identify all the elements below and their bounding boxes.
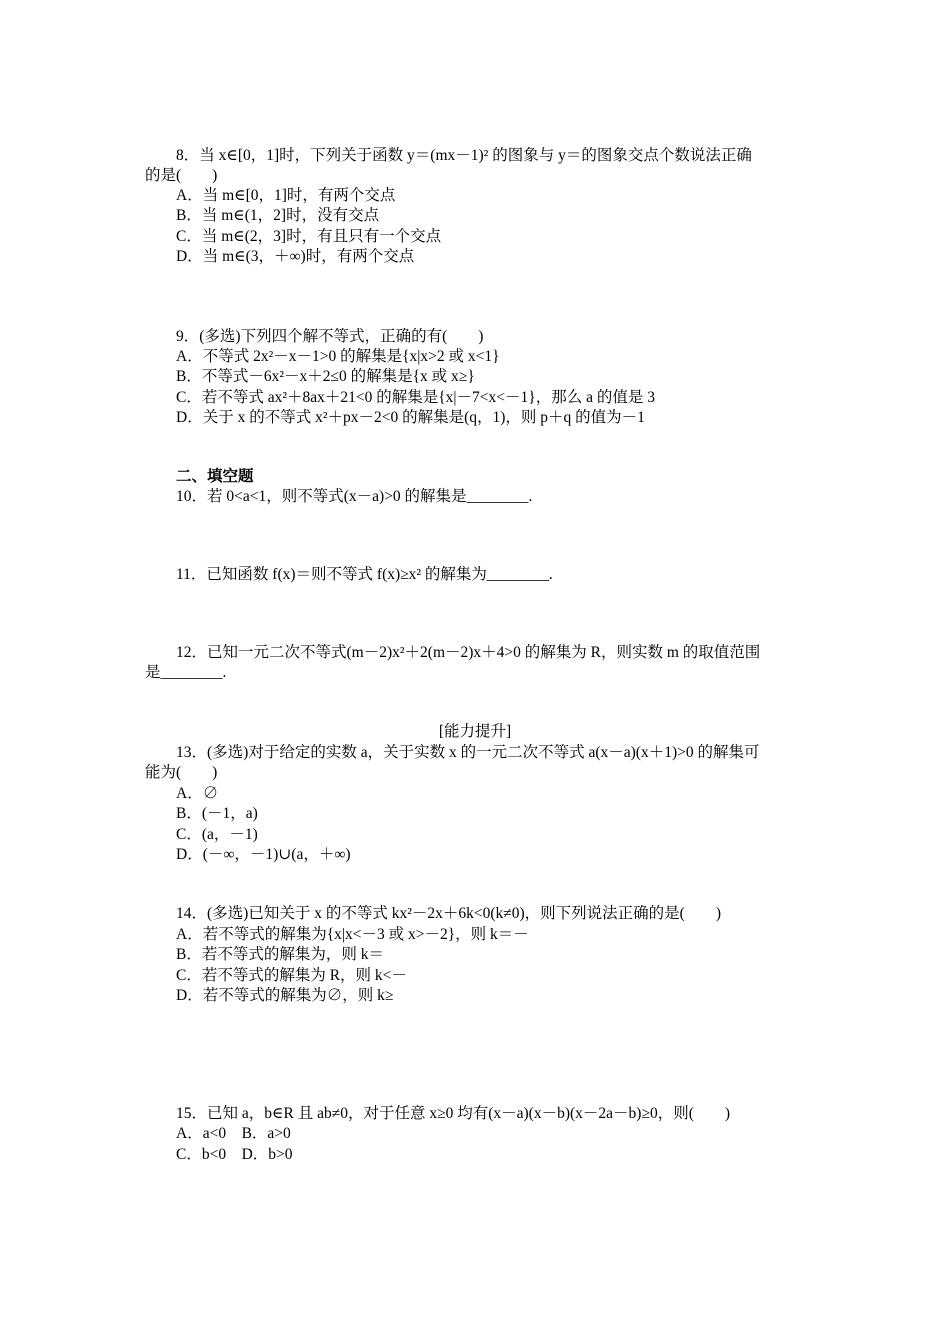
q9-option-c: C．若不等式 ax²＋8ax＋21<0 的解集是{x|－7<x<－1}，那么 a 的值是 3 <box>176 389 655 406</box>
q8-option-a: A．当 m∈[0，1]时，有两个交点 <box>176 187 396 204</box>
q15-stem: 15．已知 a，b∈R 且 ab≠0，对于任意 x≥0 均有(x－a)(x－b)(x－2a－b)≥0，则( ) <box>176 1105 731 1122</box>
q14-option-b: B．若不等式的解集为，则 k＝ <box>176 946 384 963</box>
q9-option-d: D．关于 x 的不等式 x²＋px－2<0 的解集是(q，1)，则 p＋q 的值为－1 <box>176 409 645 426</box>
q9-option-b: B．不等式－6x²－x＋2≤0 的解集是{x 或 x≥} <box>176 368 475 385</box>
q13-option-b: B．(－1，a) <box>176 805 258 822</box>
q9-stem: 9．(多选)下列四个解不等式，正确的有( ) <box>176 328 484 345</box>
q12-stem-line1: 12．已知一元二次不等式(m－2)x²＋2(m－2)x＋4>0 的解集为 R，则实数 m 的取值范围 <box>176 644 761 661</box>
q13-option-d: D．(－∞，－1)∪(a，＋∞) <box>176 846 351 863</box>
q14-stem: 14．(多选)已知关于 x 的不等式 kx²－2x＋6k<0(k≠0)，则下列说法正确的是( ) <box>176 905 721 922</box>
q14-option-d: D．若不等式的解集为∅，则 k≥ <box>176 987 394 1004</box>
q8-stem-line2: 的是( ) <box>145 167 218 184</box>
q8-option-b: B．当 m∈(1，2]时，没有交点 <box>176 207 380 224</box>
q10-stem: 10．若 0<a<1，则不等式(x－a)>0 的解集是________. <box>176 488 533 505</box>
q14-option-c: C．若不等式的解集为 R，则 k<－ <box>176 967 407 984</box>
q11-stem: 11．已知函数 f(x)＝则不等式 f(x)≥x² 的解集为________. <box>176 566 553 583</box>
q12-stem-line2: 是________. <box>145 664 227 681</box>
q14-option-a: A．若不等式的解集为{x|x<－3 或 x>－2}，则 k＝－ <box>176 926 529 943</box>
q8-option-d: D．当 m∈(3，＋∞)时，有两个交点 <box>176 248 415 265</box>
section-fill-in-title: 二、填空题 <box>176 468 254 485</box>
q8-stem-line1: 8．当 x∈[0，1]时，下列关于函数 y＝(mx－1)² 的图象与 y＝的图象交点个数说法正确 <box>176 147 752 164</box>
q15-options-cd: C．b<0 D．b>0 <box>176 1146 293 1163</box>
q13-stem-line1: 13．(多选)对于给定的实数 a，关于实数 x 的一元二次不等式 a(x－a)(x＋1)>0 的解集可 <box>176 744 760 761</box>
q13-option-c: C．(a，－1) <box>176 826 258 843</box>
q8-option-c: C．当 m∈(2，3]时，有且只有一个交点 <box>176 228 442 245</box>
section-ability-title: [能力提升] <box>438 723 512 740</box>
q15-options-ab: A．a<0 B．a>0 <box>176 1125 291 1142</box>
q9-option-a: A．不等式 2x²－x－1>0 的解集是{x|x>2 或 x<1} <box>176 348 500 365</box>
q13-stem-line2: 能为( ) <box>145 764 218 781</box>
q13-option-a: A．∅ <box>176 785 219 802</box>
